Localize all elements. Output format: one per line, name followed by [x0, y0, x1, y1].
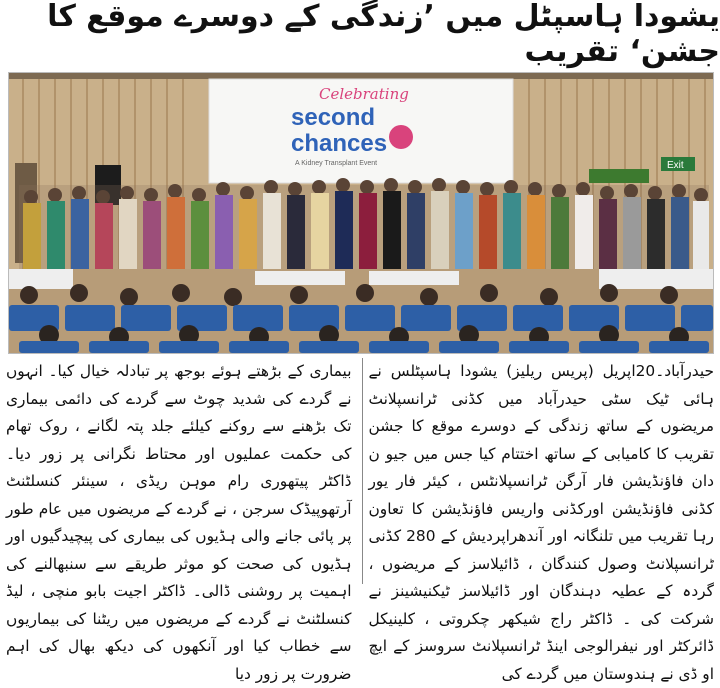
event-photo: [8, 72, 714, 354]
svg-text:Exit: Exit: [667, 160, 684, 171]
plant-box: [589, 169, 649, 183]
table-center-right: [369, 271, 459, 285]
people-group: [19, 178, 709, 277]
screen-line-1: Celebrating: [319, 85, 409, 103]
article-body: [6, 358, 714, 683]
article-column-right: حیدرآباد۔20اپریل (پریس ریلیز) یشودا ہاسپٹلس نے ہائی ٹیک سٹی حیدرآباد میں کڈنی ٹرانسپلانٹ مریضوں کے ساتھ زندگی کے دوسرے موقع کا جشن تقریب کا کامیابی کے ساتھ اختتام کیا جس میں جیو ن دان فاؤنڈیشن فار آرگن ٹرانسپلانٹس ، کیئر فار یور کڈنی فاؤنڈیشن اورکڈنی واریس فاؤنڈیشن کا تعاون رہا تقریب میں تلنگانہ اور آندھراپردیش کے 280 کڈنی ٹرانسپلانٹ وصول کنندگان ، ڈائیلاسز کے مریضوں ، گردہ کے عطیہ دہندگان اور ڈائیلاسز ٹیکنیشینز نے شرکت کی ۔ ڈاکٹر راج شیکھر چکروتی ، کلینیکل ڈائرکٹر اور نیفرالوجی اینڈ ٹرانسپلانٹ سروسز کے ایچ او ڈی نے ہندوستان میں گردے کی: [362, 358, 715, 584]
screen-line-3: chances: [291, 130, 388, 157]
table-left: [9, 269, 73, 289]
event-photo-illustration: [9, 73, 713, 353]
headline: یشودا ہاسپٹل میں ’زندگی کے دوسرے موقع کا جشن‘ تقریب: [47, 0, 720, 69]
screen-caption: A Kidney Transplant Event: [295, 160, 378, 167]
screen-line-2: second: [291, 104, 376, 131]
table-center-left: [255, 271, 345, 285]
table-right: [599, 269, 713, 289]
kidney-logo-icon: [389, 125, 413, 149]
article-column-left: بیماری کے بڑھتے ہوئے بوجھ پر تبادلہ خیال کیا۔ انہوں نے گردے کی شدید چوٹ سے گردے کی دائمی بیماری تک بڑھنے سے روکنے کیلئے جلد پتہ لگانے ، روک تھام کی حکمت عملیوں اور محتاط نگرانی پر زور دیا۔ ڈاکٹر پیتھوری رام موہن ریڈی ، سینئر کنسلٹنٹ آرتھوپیڈک سرجن ، نے گردے کے مریضوں میں عام طور پر پائی جانے والی ہڈیوں کی بیماری کی پیچیدگیوں اور ہڈیوں کی صحت کو موثر طریقے سے سنبھالنے کی اہمیت پر روشنی ڈالی۔ ڈاکٹر اجیت بابو منچی ، لیڈ کنسلٹنٹ نے گردے کے مریضوں میں ریٹنا کی بیماریوں سے خطاب کیا اور آنکھوں کی دیکھ بھال کی اہم ضرورت پر زور دیا: [6, 362, 352, 683]
